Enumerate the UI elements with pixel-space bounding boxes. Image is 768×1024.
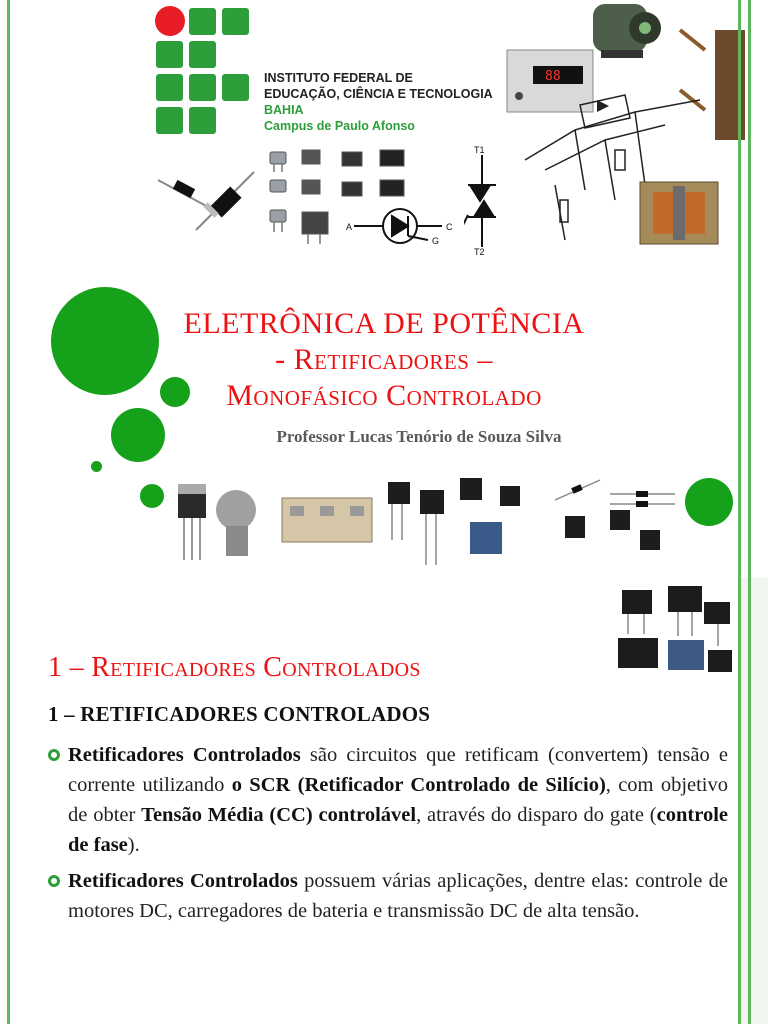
- bullet-item: [48, 740, 728, 860]
- diodes-image: [150, 150, 260, 245]
- title-line-3: Monofásico Controlado: [226, 379, 542, 412]
- semiconductor-packages-image: [262, 140, 467, 250]
- title-line-2: - Retificadores –: [275, 343, 493, 376]
- title-line-1: ELETRÔNICA DE POTÊNCIA: [183, 307, 585, 340]
- institution-name: [264, 70, 493, 134]
- decorative-circle-tiny: [91, 461, 102, 472]
- bullet2-bold-1: Retificadores Controlados: [68, 870, 298, 892]
- power-equipment-image: [505, 0, 750, 265]
- scr-label-g: G: [432, 236, 440, 246]
- bullet1-bold-4: controle de fase: [68, 804, 728, 856]
- decorative-circle-medium: [111, 408, 165, 462]
- bullet1-bold-1: Retificadores Controlados: [68, 744, 301, 766]
- meter-display-value: 88: [545, 69, 561, 84]
- slide-heading: 1 – Retificadores Controlados: [48, 652, 421, 683]
- right-border-line-1: [738, 0, 741, 1024]
- scr-label-a: A: [346, 222, 353, 232]
- bullet-list: [48, 740, 728, 932]
- right-border-line-2: [748, 0, 751, 1024]
- decorative-circle-large: [51, 287, 159, 395]
- decorative-circle-bottom: [140, 484, 164, 508]
- content-slide: [0, 578, 768, 1024]
- institution-state: BAHIA: [264, 103, 304, 117]
- triac-label-t2: T2: [474, 247, 485, 255]
- slide-subheading: 1 – RETIFICADORES CONTROLADOS: [48, 702, 431, 726]
- bullet1-text-3: , através do disparo do gate (: [416, 804, 657, 826]
- left-border-line: [7, 0, 10, 1024]
- institution-line-2: EDUCAÇÃO, CIÊNCIA E TECNOLOGIA: [264, 87, 493, 101]
- bullet1-text-1: são circuitos que retificam (convertem) tensão e corrente utilizando: [68, 744, 728, 796]
- bullet-circle-icon: [48, 875, 60, 887]
- decorative-circle-small: [160, 377, 190, 407]
- bullet-circle-icon: [48, 749, 60, 761]
- institution-campus: Campus de Paulo Afonso: [264, 119, 415, 133]
- bullet1-text-2: , com objetivo de obter: [68, 774, 729, 826]
- triac-symbol: [464, 145, 504, 255]
- bullet1-text-4: ).: [127, 834, 140, 856]
- bullet1-bold-2: o SCR (Retificador Controlado de Silício): [231, 774, 606, 796]
- institution-line-1: INSTITUTO FEDERAL DE: [264, 71, 413, 85]
- electronic-components-image: [170, 470, 685, 578]
- professor-name: Professor Lucas Tenório de Souza Silva: [276, 427, 562, 446]
- bullet1-bold-3: Tensão Média (CC) controlável: [141, 804, 417, 826]
- triac-label-t1: T1: [474, 145, 485, 155]
- bullet2-text-1: possuem várias aplicações, dentre elas: controle de motores DC, carregadores de bateria e transmissão DC de alta tensão.: [68, 870, 728, 922]
- bridge-rectifiers-image: [608, 582, 738, 702]
- decorative-circle-right: [685, 478, 733, 526]
- scr-label-c: C: [446, 222, 453, 232]
- ifba-logo: [153, 6, 251, 134]
- bullet-item: [48, 866, 728, 926]
